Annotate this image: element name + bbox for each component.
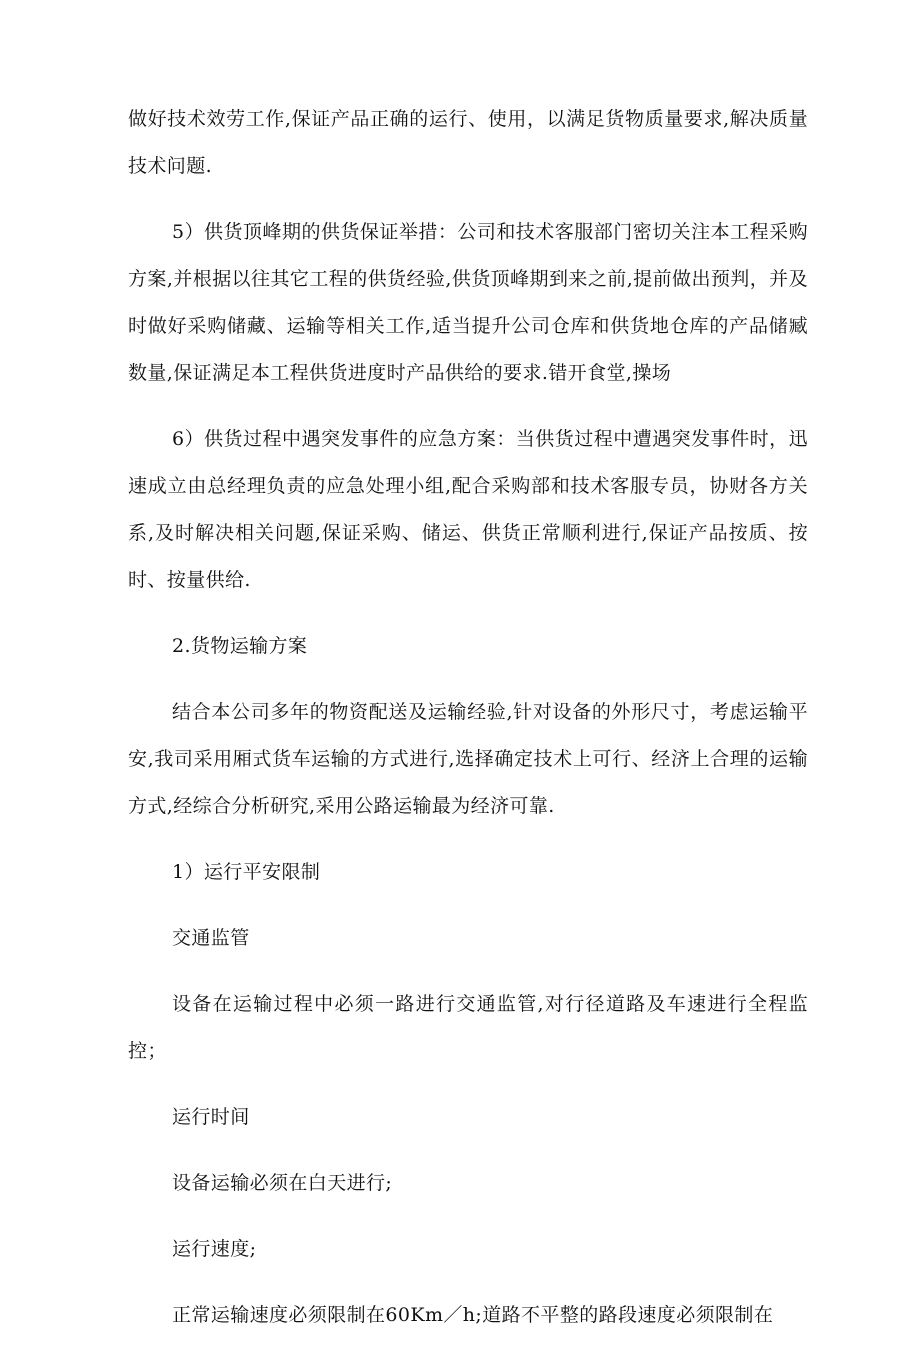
paragraph-technical-service: 做好技术效劳工作,保证产品正确的运行、使用，以满足货物质量要求,解决质量技术问题. [128, 108, 808, 177]
paragraph-peak-supply-measures: 5）供货顶峰期的供货保证举措：公司和技术客服部门密切关注本工程采购方案,并根据以往其它工程的供货经验,供货顶峰期到来之前,提前做出预判，并及时做好采购储藏、运输等相关工作,适当提升公司仓库和供货地仓库的产品储臧数量,保证满足本工程供货进度时产品供给的要求.错开食堂,操场 [128, 221, 808, 384]
paragraph-transport-method: 结合本公司多年的物资配送及运输经验,针对设备的外形尺寸，考虑运输平安,我司采用厢式货车运输的方式进行,选择确定技术上可行、经济上合理的运输方式,经综合分析研究,采用公路运输最为经济可靠. [128, 701, 808, 817]
document-body [128, 96, 808, 1358]
paragraph-traffic-supervision: 设备在运输过程中必须一路进行交通监管,对行径道路及车速进行全程监控； [128, 993, 808, 1062]
item-heading-operating-speed: 运行速度; [172, 1238, 257, 1260]
item-heading-operating-time: 运行时间 [172, 1106, 250, 1128]
paragraph-emergency-plan: 6）供货过程中遇突发事件的应急方案：当供货过程中遭遇突发事件时，迅速成立由总经理负责的应急处理小组,配合采购部和技术客服专员，协财各方关系,及时解决相关问题,保证采购、储运、供货正常顺利进行,保证产品按质、按时、按量供给. [128, 428, 808, 591]
paragraph-speed-limit: 正常运输速度必须限制在60Km／h;道路不平整的路段速度必须限制在 [172, 1304, 774, 1326]
paragraph-operating-time: 设备运输必须在白天进行; [172, 1172, 393, 1194]
item-heading-traffic-supervision: 交通监管 [172, 927, 250, 949]
section-heading-transport-plan: 2.货物运输方案 [172, 635, 308, 657]
subheading-safety-control: 1）运行平安限制 [172, 861, 321, 883]
